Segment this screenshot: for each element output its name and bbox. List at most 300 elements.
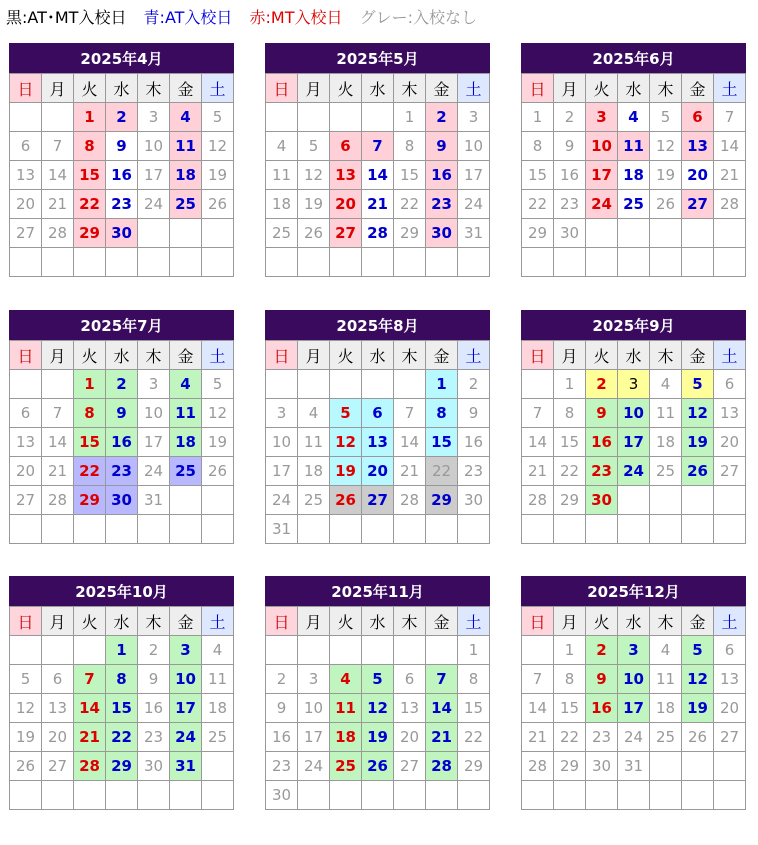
day-cell: 23 <box>426 190 458 219</box>
day-cell: 6 <box>10 399 42 428</box>
day-cell: 29 <box>394 219 426 248</box>
week-row <box>266 399 490 428</box>
empty-cell <box>362 781 394 810</box>
empty-cell <box>650 781 682 810</box>
empty-cell <box>682 486 714 515</box>
empty-cell <box>74 248 106 277</box>
day-cell: 2 <box>106 370 138 399</box>
weekday-header: 水 <box>106 74 138 103</box>
day-cell: 26 <box>330 486 362 515</box>
day-cell: 21 <box>394 457 426 486</box>
day-cell: 5 <box>362 665 394 694</box>
day-cell: 12 <box>202 132 234 161</box>
day-cell: 26 <box>298 219 330 248</box>
day-cell: 30 <box>554 219 586 248</box>
day-cell: 12 <box>650 132 682 161</box>
empty-cell <box>682 515 714 544</box>
day-cell: 20 <box>42 723 74 752</box>
weekday-header: 金 <box>682 607 714 636</box>
legend-blue: 青:AT入校日 <box>143 8 233 27</box>
day-cell: 29 <box>522 219 554 248</box>
day-cell: 15 <box>106 694 138 723</box>
weekday-header: 日 <box>10 341 42 370</box>
day-cell: 13 <box>330 161 362 190</box>
empty-cell <box>682 781 714 810</box>
week-row <box>266 636 490 665</box>
day-cell: 24 <box>170 723 202 752</box>
weekday-header: 木 <box>138 74 170 103</box>
empty-cell <box>362 248 394 277</box>
weekday-header: 火 <box>74 74 106 103</box>
day-cell: 7 <box>74 665 106 694</box>
day-cell: 24 <box>618 457 650 486</box>
legend <box>6 8 489 28</box>
day-cell: 20 <box>10 457 42 486</box>
day-cell: 26 <box>202 457 234 486</box>
day-cell: 3 <box>586 103 618 132</box>
day-cell: 17 <box>170 694 202 723</box>
day-cell: 5 <box>650 103 682 132</box>
week-row <box>266 132 490 161</box>
day-cell: 6 <box>714 636 746 665</box>
weekday-header: 月 <box>42 607 74 636</box>
day-cell: 4 <box>170 103 202 132</box>
day-cell: 18 <box>618 161 650 190</box>
empty-cell <box>42 370 74 399</box>
empty-cell <box>522 370 554 399</box>
weekday-header: 水 <box>362 607 394 636</box>
month-grid <box>265 73 490 277</box>
month-title: 2025年5月 <box>265 43 490 73</box>
week-row <box>522 370 746 399</box>
weekday-header-row <box>522 341 746 370</box>
weekday-header: 木 <box>394 341 426 370</box>
empty-cell <box>362 103 394 132</box>
day-cell: 7 <box>394 399 426 428</box>
day-cell: 6 <box>394 665 426 694</box>
day-cell: 4 <box>618 103 650 132</box>
weekday-header: 金 <box>426 341 458 370</box>
day-cell: 11 <box>170 399 202 428</box>
day-cell: 23 <box>106 190 138 219</box>
day-cell: 7 <box>522 665 554 694</box>
day-cell: 28 <box>42 486 74 515</box>
day-cell: 13 <box>682 132 714 161</box>
weekday-header: 火 <box>74 607 106 636</box>
week-row <box>266 428 490 457</box>
empty-cell <box>426 515 458 544</box>
day-cell: 26 <box>10 752 42 781</box>
day-cell: 26 <box>682 723 714 752</box>
day-cell: 16 <box>554 161 586 190</box>
weekday-header: 日 <box>266 341 298 370</box>
day-cell: 19 <box>202 428 234 457</box>
day-cell: 2 <box>426 103 458 132</box>
day-cell: 1 <box>394 103 426 132</box>
empty-cell <box>202 486 234 515</box>
empty-cell <box>74 636 106 665</box>
day-cell: 10 <box>138 132 170 161</box>
day-cell: 12 <box>362 694 394 723</box>
day-cell: 14 <box>42 428 74 457</box>
day-cell: 1 <box>426 370 458 399</box>
day-cell: 28 <box>426 752 458 781</box>
week-row <box>522 486 746 515</box>
empty-cell <box>522 636 554 665</box>
weekday-header: 水 <box>618 74 650 103</box>
empty-cell <box>266 103 298 132</box>
empty-cell <box>714 248 746 277</box>
weekday-header: 火 <box>330 607 362 636</box>
day-cell: 16 <box>586 694 618 723</box>
day-cell: 15 <box>458 694 490 723</box>
empty-cell <box>202 752 234 781</box>
weekday-header: 木 <box>394 607 426 636</box>
day-cell: 1 <box>74 370 106 399</box>
weekday-header: 土 <box>458 607 490 636</box>
empty-cell <box>74 781 106 810</box>
week-row <box>266 248 490 277</box>
empty-cell <box>330 781 362 810</box>
week-row <box>266 219 490 248</box>
empty-cell <box>714 486 746 515</box>
month-calendar <box>521 310 746 544</box>
week-row <box>522 248 746 277</box>
empty-cell <box>522 515 554 544</box>
empty-cell <box>138 781 170 810</box>
day-cell: 14 <box>42 161 74 190</box>
day-cell: 6 <box>362 399 394 428</box>
day-cell: 24 <box>618 723 650 752</box>
day-cell: 24 <box>298 752 330 781</box>
week-row <box>10 399 234 428</box>
month-title: 2025年6月 <box>521 43 746 73</box>
day-cell: 4 <box>170 370 202 399</box>
day-cell: 9 <box>586 665 618 694</box>
day-cell: 27 <box>714 457 746 486</box>
day-cell: 27 <box>682 190 714 219</box>
day-cell: 10 <box>298 694 330 723</box>
day-cell: 27 <box>714 723 746 752</box>
day-cell: 16 <box>106 428 138 457</box>
day-cell: 24 <box>458 190 490 219</box>
week-row <box>10 486 234 515</box>
week-row <box>522 103 746 132</box>
day-cell: 7 <box>714 103 746 132</box>
weekday-header-row <box>522 607 746 636</box>
week-row <box>522 219 746 248</box>
week-row <box>10 103 234 132</box>
day-cell: 15 <box>522 161 554 190</box>
day-cell: 10 <box>618 399 650 428</box>
day-cell: 25 <box>330 752 362 781</box>
day-cell: 1 <box>458 636 490 665</box>
month-title: 2025年9月 <box>521 310 746 340</box>
day-cell: 29 <box>74 219 106 248</box>
weekday-header: 月 <box>298 74 330 103</box>
empty-cell <box>362 515 394 544</box>
week-row <box>10 515 234 544</box>
empty-cell <box>522 248 554 277</box>
week-row <box>522 636 746 665</box>
month-title: 2025年8月 <box>265 310 490 340</box>
empty-cell <box>522 781 554 810</box>
month-grid <box>9 73 234 277</box>
day-cell: 22 <box>426 457 458 486</box>
empty-cell <box>330 636 362 665</box>
day-cell: 4 <box>298 399 330 428</box>
day-cell: 19 <box>362 723 394 752</box>
day-cell: 4 <box>650 370 682 399</box>
day-cell: 30 <box>458 486 490 515</box>
weekday-header: 木 <box>394 74 426 103</box>
day-cell: 5 <box>202 370 234 399</box>
week-row <box>522 399 746 428</box>
empty-cell <box>458 515 490 544</box>
day-cell: 10 <box>618 665 650 694</box>
empty-cell <box>554 781 586 810</box>
weekday-header: 木 <box>650 607 682 636</box>
empty-cell <box>554 515 586 544</box>
day-cell: 2 <box>586 370 618 399</box>
day-cell: 31 <box>458 219 490 248</box>
empty-cell <box>394 781 426 810</box>
week-row <box>522 457 746 486</box>
day-cell: 4 <box>202 636 234 665</box>
day-cell: 8 <box>458 665 490 694</box>
empty-cell <box>618 486 650 515</box>
day-cell: 4 <box>650 636 682 665</box>
empty-cell <box>714 515 746 544</box>
day-cell: 18 <box>266 190 298 219</box>
day-cell: 24 <box>138 190 170 219</box>
week-row <box>10 636 234 665</box>
week-row <box>266 665 490 694</box>
day-cell: 23 <box>554 190 586 219</box>
weekday-header-row <box>10 341 234 370</box>
weekday-header: 木 <box>650 74 682 103</box>
week-row <box>10 428 234 457</box>
empty-cell <box>586 781 618 810</box>
day-cell: 27 <box>42 752 74 781</box>
day-cell: 8 <box>74 399 106 428</box>
weekday-header: 土 <box>714 74 746 103</box>
empty-cell <box>458 781 490 810</box>
day-cell: 31 <box>618 752 650 781</box>
day-cell: 12 <box>10 694 42 723</box>
day-cell: 28 <box>522 752 554 781</box>
day-cell: 24 <box>586 190 618 219</box>
day-cell: 13 <box>10 161 42 190</box>
day-cell: 13 <box>10 428 42 457</box>
day-cell: 19 <box>10 723 42 752</box>
day-cell: 14 <box>426 694 458 723</box>
day-cell: 2 <box>138 636 170 665</box>
day-cell: 16 <box>106 161 138 190</box>
day-cell: 23 <box>586 723 618 752</box>
day-cell: 9 <box>106 399 138 428</box>
week-row <box>266 161 490 190</box>
day-cell: 14 <box>714 132 746 161</box>
week-row <box>266 190 490 219</box>
empty-cell <box>170 515 202 544</box>
empty-cell <box>394 370 426 399</box>
month-calendar <box>9 576 234 810</box>
day-cell: 16 <box>586 428 618 457</box>
day-cell: 13 <box>714 399 746 428</box>
empty-cell <box>650 752 682 781</box>
day-cell: 17 <box>618 694 650 723</box>
week-row <box>522 723 746 752</box>
legend-gray: グレー:入校なし <box>359 8 477 27</box>
weekday-header: 土 <box>714 341 746 370</box>
day-cell: 28 <box>362 219 394 248</box>
empty-cell <box>650 515 682 544</box>
day-cell: 26 <box>682 457 714 486</box>
empty-cell <box>170 486 202 515</box>
day-cell: 20 <box>714 428 746 457</box>
day-cell: 22 <box>554 457 586 486</box>
day-cell: 16 <box>266 723 298 752</box>
day-cell: 18 <box>298 457 330 486</box>
empty-cell <box>458 248 490 277</box>
day-cell: 26 <box>202 190 234 219</box>
weekday-header: 金 <box>426 607 458 636</box>
weekday-header: 金 <box>170 341 202 370</box>
day-cell: 10 <box>170 665 202 694</box>
day-cell: 17 <box>298 723 330 752</box>
day-cell: 31 <box>138 486 170 515</box>
week-row <box>10 694 234 723</box>
weekday-header: 日 <box>266 607 298 636</box>
day-cell: 15 <box>554 694 586 723</box>
day-cell: 11 <box>266 161 298 190</box>
week-row <box>522 694 746 723</box>
empty-cell <box>618 219 650 248</box>
empty-cell <box>10 781 42 810</box>
day-cell: 3 <box>266 399 298 428</box>
day-cell: 20 <box>394 723 426 752</box>
month-calendar <box>265 43 490 277</box>
day-cell: 9 <box>554 132 586 161</box>
day-cell: 10 <box>138 399 170 428</box>
day-cell: 13 <box>42 694 74 723</box>
day-cell: 14 <box>74 694 106 723</box>
day-cell: 25 <box>298 486 330 515</box>
empty-cell <box>618 781 650 810</box>
day-cell: 23 <box>586 457 618 486</box>
weekday-header: 木 <box>138 341 170 370</box>
weekday-header: 月 <box>42 341 74 370</box>
day-cell: 1 <box>554 370 586 399</box>
empty-cell <box>170 248 202 277</box>
day-cell: 20 <box>682 161 714 190</box>
week-row <box>10 132 234 161</box>
empty-cell <box>714 752 746 781</box>
empty-cell <box>298 515 330 544</box>
day-cell: 21 <box>42 457 74 486</box>
week-row <box>10 723 234 752</box>
weekday-header: 月 <box>554 607 586 636</box>
day-cell: 3 <box>170 636 202 665</box>
empty-cell <box>74 515 106 544</box>
empty-cell <box>266 636 298 665</box>
month-grid <box>9 340 234 544</box>
day-cell: 7 <box>42 132 74 161</box>
day-cell: 11 <box>330 694 362 723</box>
empty-cell <box>650 486 682 515</box>
month-calendar <box>9 43 234 277</box>
empty-cell <box>330 248 362 277</box>
month-grid <box>521 73 746 277</box>
day-cell: 20 <box>10 190 42 219</box>
day-cell: 6 <box>10 132 42 161</box>
day-cell: 25 <box>650 723 682 752</box>
day-cell: 9 <box>106 132 138 161</box>
day-cell: 31 <box>170 752 202 781</box>
empty-cell <box>10 515 42 544</box>
month-title: 2025年11月 <box>265 576 490 606</box>
day-cell: 2 <box>554 103 586 132</box>
day-cell: 5 <box>202 103 234 132</box>
day-cell: 11 <box>618 132 650 161</box>
empty-cell <box>618 515 650 544</box>
day-cell: 29 <box>458 752 490 781</box>
day-cell: 7 <box>362 132 394 161</box>
weekday-header: 木 <box>650 341 682 370</box>
day-cell: 1 <box>522 103 554 132</box>
month-calendar <box>9 310 234 544</box>
day-cell: 23 <box>266 752 298 781</box>
empty-cell <box>106 781 138 810</box>
empty-cell <box>10 370 42 399</box>
day-cell: 18 <box>650 694 682 723</box>
empty-cell <box>298 103 330 132</box>
weekday-header: 水 <box>106 341 138 370</box>
month-title: 2025年12月 <box>521 576 746 606</box>
day-cell: 19 <box>650 161 682 190</box>
day-cell: 5 <box>682 636 714 665</box>
day-cell: 11 <box>650 665 682 694</box>
day-cell: 25 <box>170 190 202 219</box>
weekday-header: 金 <box>682 74 714 103</box>
day-cell: 15 <box>394 161 426 190</box>
weekday-header: 月 <box>42 74 74 103</box>
empty-cell <box>138 248 170 277</box>
day-cell: 8 <box>554 665 586 694</box>
day-cell: 22 <box>106 723 138 752</box>
weekday-header: 月 <box>554 74 586 103</box>
weekday-header: 水 <box>106 607 138 636</box>
day-cell: 3 <box>138 103 170 132</box>
legend-black: 黒:AT･MT入校日 <box>6 8 127 27</box>
month-calendar <box>265 576 490 810</box>
day-cell: 21 <box>74 723 106 752</box>
week-row <box>522 132 746 161</box>
day-cell: 30 <box>426 219 458 248</box>
day-cell: 8 <box>74 132 106 161</box>
day-cell: 23 <box>138 723 170 752</box>
day-cell: 12 <box>682 665 714 694</box>
empty-cell <box>170 781 202 810</box>
day-cell: 19 <box>202 161 234 190</box>
week-row <box>266 370 490 399</box>
day-cell: 6 <box>330 132 362 161</box>
empty-cell <box>618 248 650 277</box>
empty-cell <box>202 781 234 810</box>
empty-cell <box>362 370 394 399</box>
day-cell: 18 <box>170 428 202 457</box>
